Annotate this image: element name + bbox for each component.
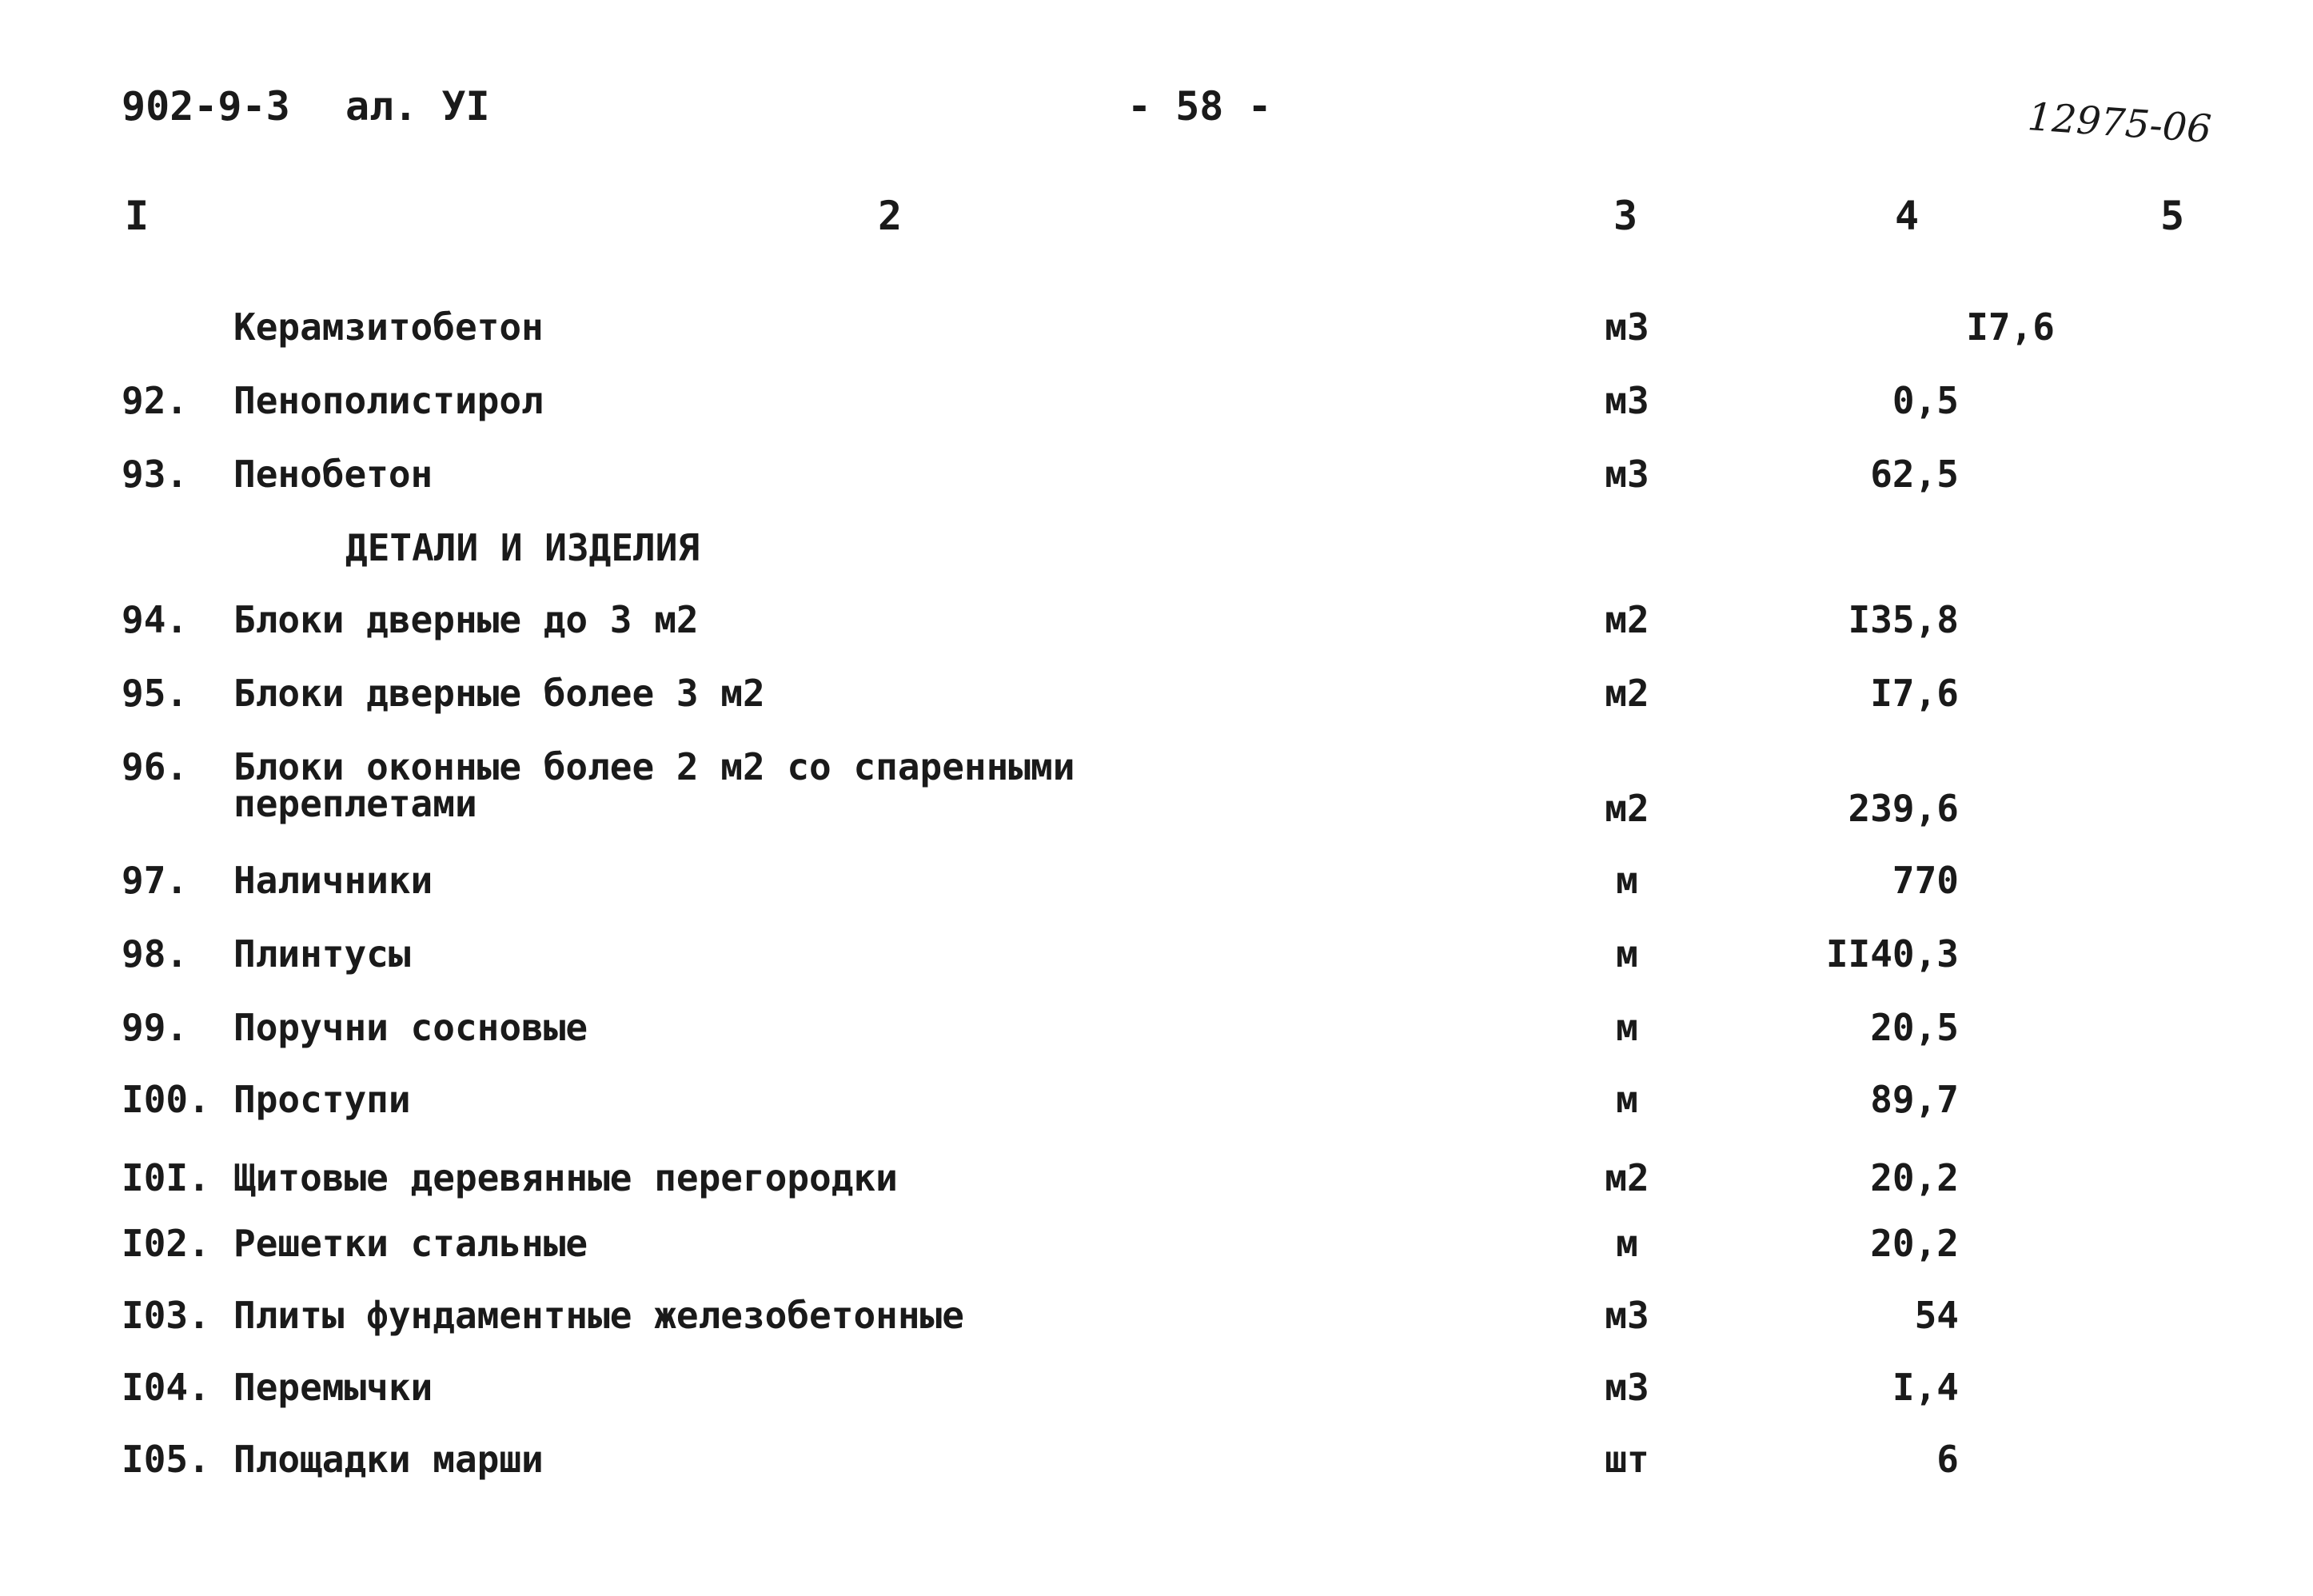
column-header-5: 5 bbox=[2160, 193, 2185, 239]
row-unit: м2 bbox=[1605, 672, 1649, 715]
row-unit: м3 bbox=[1605, 1294, 1649, 1337]
row-number: 99. bbox=[122, 1006, 189, 1049]
document-code: 902-9-3 bbox=[122, 83, 290, 130]
row-unit: м bbox=[1616, 932, 1638, 976]
row-quantity: 770 bbox=[1892, 859, 1959, 902]
row-quantity: 20,5 bbox=[1870, 1006, 1959, 1049]
row-unit: м3 bbox=[1605, 453, 1649, 496]
row-unit: м2 bbox=[1605, 1156, 1649, 1199]
archive-number: 12975-06 bbox=[2026, 94, 2213, 152]
row-number: I0I. bbox=[122, 1156, 210, 1199]
row-name: Площадки марши bbox=[233, 1438, 544, 1481]
column-header-1: I bbox=[125, 193, 150, 239]
row-unit: м bbox=[1616, 1078, 1638, 1121]
row-number: 94. bbox=[122, 598, 189, 641]
row-quantity: 20,2 bbox=[1870, 1222, 1959, 1265]
row-name: Пенополистирол bbox=[233, 379, 544, 422]
row-unit: м bbox=[1616, 859, 1638, 902]
row-unit: м3 bbox=[1605, 379, 1649, 422]
row-quantity: 62,5 bbox=[1870, 453, 1959, 496]
row-name: Поручни сосновые bbox=[233, 1006, 588, 1049]
row-unit: м bbox=[1616, 1006, 1638, 1049]
row-quantity: II40,3 bbox=[1825, 932, 1959, 976]
row-number: I05. bbox=[122, 1438, 210, 1481]
row-quantity: I7,6 bbox=[1966, 305, 2055, 349]
row-name: Блоки оконные более 2 м2 со спаренными переплетами bbox=[233, 745, 1075, 825]
row-quantity: 6 bbox=[1936, 1438, 1959, 1481]
row-name: Решетки стальные bbox=[233, 1222, 588, 1265]
column-header-3: 3 bbox=[1613, 193, 1638, 239]
row-unit: м3 bbox=[1605, 1366, 1649, 1409]
row-quantity: 89,7 bbox=[1870, 1078, 1959, 1121]
row-number: I04. bbox=[122, 1366, 210, 1409]
row-number: 96. bbox=[122, 745, 189, 788]
row-unit: м3 bbox=[1605, 305, 1649, 349]
row-name: Проступи bbox=[233, 1078, 411, 1121]
section-heading: ДЕТАЛИ И ИЗДЕЛИЯ bbox=[345, 526, 700, 569]
row-unit: м2 bbox=[1605, 598, 1649, 641]
row-quantity: I7,6 bbox=[1870, 672, 1959, 715]
row-number: 98. bbox=[122, 932, 189, 976]
row-quantity: 20,2 bbox=[1870, 1156, 1959, 1199]
row-name: Щитовые деревянные перегородки bbox=[233, 1156, 898, 1199]
row-number: 95. bbox=[122, 672, 189, 715]
row-quantity: I35,8 bbox=[1848, 598, 1959, 641]
row-quantity: 54 bbox=[1914, 1294, 1959, 1337]
row-name: Керамзитобетон bbox=[233, 305, 544, 349]
row-quantity: 0,5 bbox=[1892, 379, 1959, 422]
row-number: 92. bbox=[122, 379, 189, 422]
row-number: I00. bbox=[122, 1078, 210, 1121]
column-header-4: 4 bbox=[1895, 193, 1920, 239]
page-number: - 58 - bbox=[1127, 83, 1272, 130]
row-quantity: I,4 bbox=[1892, 1366, 1959, 1409]
row-unit: шт bbox=[1605, 1438, 1649, 1481]
column-header-2: 2 bbox=[878, 193, 903, 239]
row-name: Плиты фундаментные железобетонные bbox=[233, 1294, 964, 1337]
row-quantity: 239,6 bbox=[1848, 787, 1959, 830]
row-name: Наличники bbox=[233, 859, 433, 902]
row-name: Перемычки bbox=[233, 1366, 433, 1409]
row-number: I02. bbox=[122, 1222, 210, 1265]
row-number: 93. bbox=[122, 453, 189, 496]
row-unit: м2 bbox=[1605, 787, 1649, 830]
row-name: Пенобетон bbox=[233, 453, 433, 496]
row-name: Блоки дверные до 3 м2 bbox=[233, 598, 699, 641]
row-unit: м bbox=[1616, 1222, 1638, 1265]
row-name: Блоки дверные более 3 м2 bbox=[233, 672, 765, 715]
row-name: Плинтусы bbox=[233, 932, 411, 976]
sheet-label: ал. УI bbox=[345, 83, 490, 130]
row-number: 97. bbox=[122, 859, 189, 902]
row-number: I03. bbox=[122, 1294, 210, 1337]
table-row bbox=[0, 745, 2313, 830]
